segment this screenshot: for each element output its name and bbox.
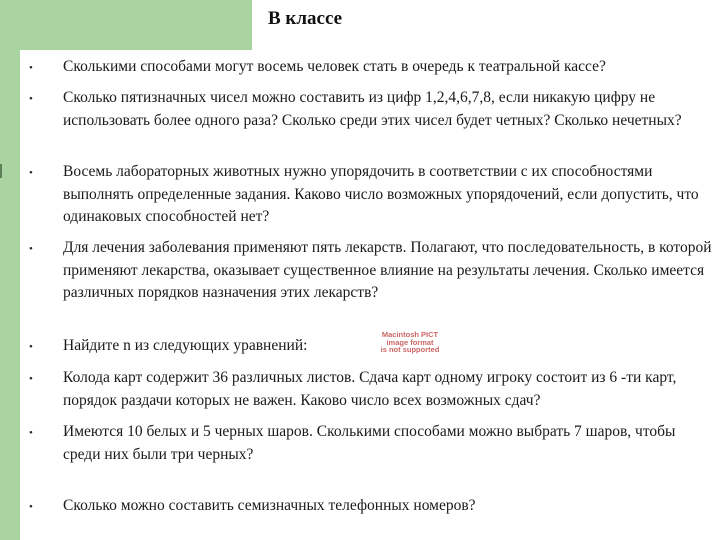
bullet-icon: • (29, 62, 33, 74)
slide-title: В классе (268, 8, 343, 29)
bullet-icon: • (29, 501, 33, 513)
title-accent-block (0, 0, 252, 50)
pict-line: Macintosh PICT (381, 330, 439, 339)
bullet-icon: • (29, 373, 33, 385)
bullet-icon: • (29, 427, 33, 439)
accent-tick (0, 164, 2, 178)
pict-line: is not supported (380, 345, 440, 354)
item-text: Восемь лабораторных животных нужно упорядочить в соответствии с их способностями выполнять определенные задания. Каково число возможных упорядочений, если допустить, что одинаковых способностей нет? (63, 163, 699, 225)
item-text: Сколько можно составить семизначных телефонных номеров? (63, 497, 476, 514)
item-text: Колода карт содержит 36 различных листов. Сдача карт одному игроку состоит из 6 -ти карт, порядок раздачи которых не важен. Каково число всех возможных сдач? (63, 369, 677, 409)
bullet-icon: • (29, 243, 33, 255)
unsupported-image-placeholder (372, 331, 448, 353)
item-text: Сколько пятизначных чисел можно составить из цифр 1,2,4,6,7,8, если никакую цифру не использовать более одного раза? Сколько среди этих чисел будет четных? Сколько нечетных? (63, 89, 682, 129)
item-text: Имеются 10 белых и 5 черных шаров. Сколькими способами можно выбрать 7 шаров, чтобы среди них были три черных? (63, 423, 676, 463)
item-text: Сколькими способами могут восемь человек стать в очередь к театральной кассе? (63, 58, 606, 75)
left-accent-bar (0, 50, 20, 540)
item-text: Для лечения заболевания применяют пять лекарств. Полагают, что последовательность, в которой применяют лекарства, оказывает существенное влияние на результаты лечения. Сколько имеется различных порядков назначения этих лекарств? (63, 239, 712, 301)
bullet-icon: • (29, 93, 33, 105)
bullet-icon: • (29, 167, 33, 179)
bullet-icon: • (29, 341, 33, 353)
pict-line: image format (386, 337, 434, 347)
item-text: Найдите n из следующих уравнений: (63, 337, 308, 354)
